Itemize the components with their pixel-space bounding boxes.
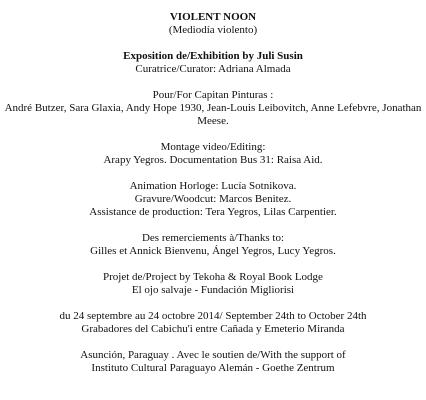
assistance-line: Assistance de production: Tera Yegros, Lilas Carpentier. [89, 206, 337, 218]
support-line: Instituto Cultural Paraguayo Alemán - Goethe Zentrum [91, 362, 335, 374]
montage-line: Montage video/Editing: [160, 141, 266, 153]
pour-line: Pour/For Capitan Pinturas : [152, 89, 274, 101]
credits-document [0, 11, 426, 375]
ojo-line: El ojo salvaje - Fundación Migliorisi [131, 284, 295, 296]
dates-line: du 24 septembre au 24 octobre 2014/ September 24th to October 24th [59, 310, 367, 322]
location-line: Asunción, Paraguay . Avec le soutien de/With the support of [80, 349, 346, 361]
gravure-line: Gravure/Woodcut: Marcos Benitez. [134, 193, 292, 205]
thanks-label: Des remerciements à/Thanks to: [141, 232, 285, 244]
projet-line: Projet de/Project by Tekoha & Royal Book Lodge [103, 271, 323, 283]
thanks-names: Gilles et Annick Bienvenu, Ángel Yegros, Lucy Yegros. [90, 245, 336, 257]
artists-line: André Butzer, Sara Glaxia, Andy Hope 1930, Jean-Louis Leibovitch, Anne Lefebvre, Jonathan Meese. [4, 102, 422, 127]
curator-line: Curatrice/Curator: Adriana Almada [135, 63, 291, 75]
editors-line: Arapy Yegros. Documentation Bus 31: Raisa Aid. [103, 154, 323, 166]
exhibition-subtitle: (Mediodía violento) [168, 24, 258, 36]
exhibition-title: VIOLENT NOON [169, 11, 257, 23]
animation-line: Animation Horloge: Lucía Sotnikova. [129, 180, 297, 192]
exhibition-by: Exposition de/Exhibition by Juli Susin [123, 50, 303, 62]
venue-line: Grabadores del Cabichu'i entre Cañada y Emeterio Miranda [81, 323, 345, 335]
